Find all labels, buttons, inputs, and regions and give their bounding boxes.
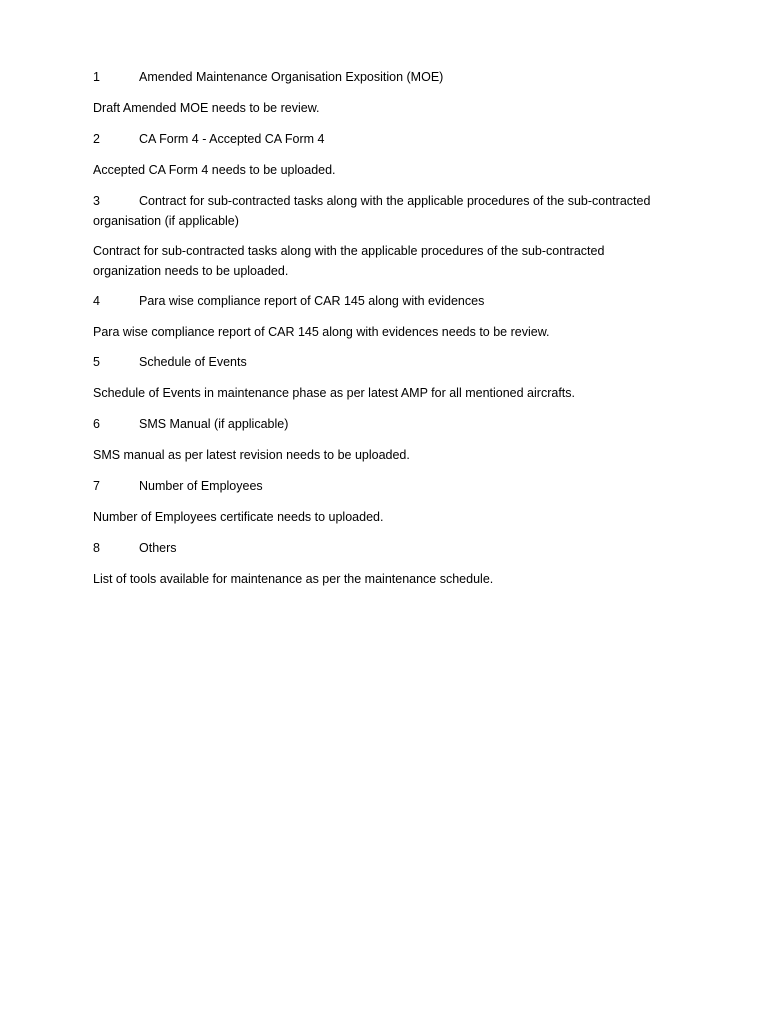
item-2-description: Accepted CA Form 4 needs to be uploaded. bbox=[93, 163, 336, 177]
item-number: 2 bbox=[93, 132, 100, 146]
item-2-heading bbox=[93, 130, 653, 150]
item-title: Para wise compliance report of CAR 145 along with evidences bbox=[139, 294, 485, 308]
item-number: 8 bbox=[93, 541, 100, 555]
item-1-heading bbox=[93, 68, 653, 88]
item-title: SMS Manual (if applicable) bbox=[139, 417, 289, 431]
item-7-heading bbox=[93, 477, 653, 497]
item-1-description: Draft Amended MOE needs to be review. bbox=[93, 101, 320, 115]
item-8-heading bbox=[93, 539, 653, 559]
item-title: CA Form 4 - Accepted CA Form 4 bbox=[139, 132, 325, 146]
item-number: 6 bbox=[93, 417, 100, 431]
item-number: 7 bbox=[93, 479, 100, 493]
item-4-heading bbox=[93, 292, 653, 312]
item-3-description: Contract for sub-contracted tasks along with the applicable procedures of the sub-contracted organization needs to be uploaded. bbox=[93, 244, 605, 278]
item-7-description: Number of Employees certificate needs to uploaded. bbox=[93, 510, 384, 524]
item-5-description: Schedule of Events in maintenance phase as per latest AMP for all mentioned aircrafts. bbox=[93, 386, 575, 400]
item-title: Amended Maintenance Organisation Exposition (MOE) bbox=[139, 70, 444, 84]
item-4-description: Para wise compliance report of CAR 145 along with evidences needs to be review. bbox=[93, 325, 550, 339]
item-number: 5 bbox=[93, 355, 100, 369]
item-3-heading bbox=[93, 192, 653, 231]
item-8-description: List of tools available for maintenance as per the maintenance schedule. bbox=[93, 572, 494, 586]
item-number: 3 bbox=[93, 194, 100, 208]
item-5-heading bbox=[93, 353, 653, 373]
item-title: Schedule of Events bbox=[139, 355, 247, 369]
item-title: Number of Employees bbox=[139, 479, 263, 493]
item-6-description: SMS manual as per latest revision needs to be uploaded. bbox=[93, 448, 410, 462]
item-number: 1 bbox=[93, 70, 100, 84]
item-title: Contract for sub-contracted tasks along with the applicable procedures of the sub-contracted organisation (if applicable) bbox=[93, 194, 651, 228]
item-number: 4 bbox=[93, 294, 100, 308]
item-title: Others bbox=[139, 541, 177, 555]
item-6-heading bbox=[93, 415, 653, 435]
